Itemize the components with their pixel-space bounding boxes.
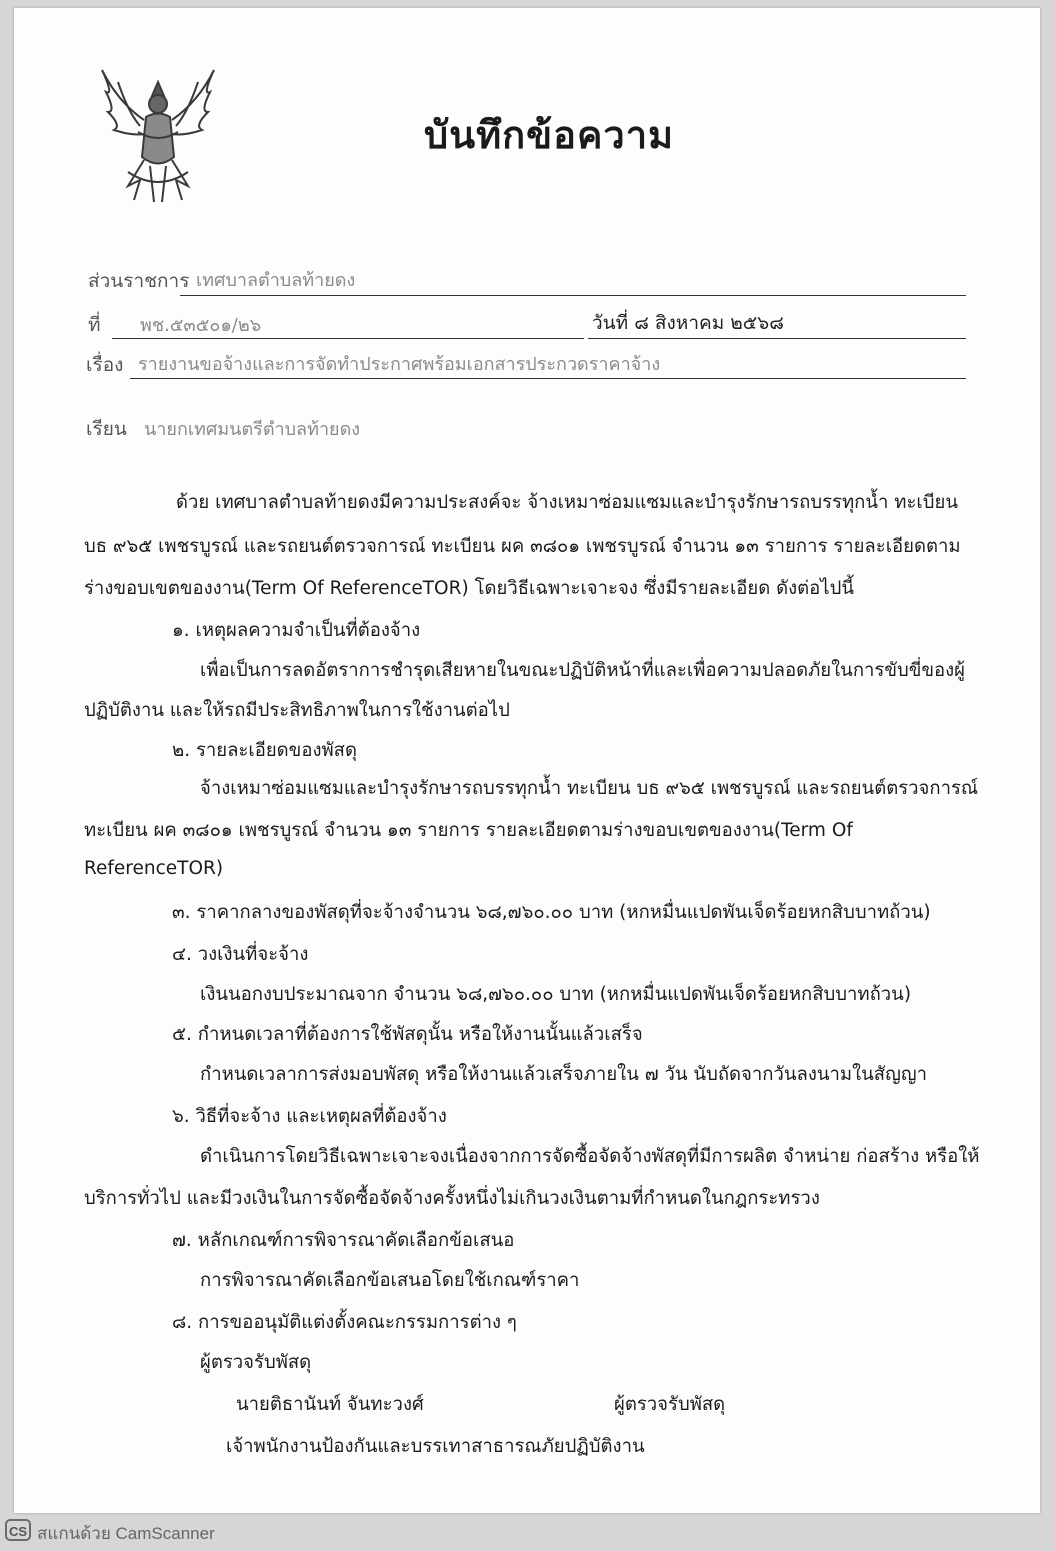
section-2-line-3: ReferenceTOR) [84, 858, 224, 879]
date-underline [588, 338, 966, 339]
section-7-heading: ๗. หลักเกณฑ์การพิจารณาคัดเลือกข้อเสนอ [172, 1230, 515, 1251]
section-4-heading: ๔. วงเงินที่จะจ้าง [172, 944, 309, 965]
department-label: ส่วนราชการ [88, 270, 190, 292]
camscanner-watermark: สแกนด้วย CamScanner [37, 1524, 215, 1543]
section-4-line: เงินนอกงบประมาณจาก จำนวน ๖๘,๗๖๐.๐๐ บาท (หกหมื่นแปดพันเจ็ดร้อยหกสิบบาทถ้วน) [200, 984, 912, 1005]
intro-line-3: ร่างขอบเขตของงาน(Term Of ReferenceTOR) โดยวิธีเฉพาะเจาะจง ซึ่งมีรายละเอียด ดังต่อไปนี้ [84, 578, 854, 599]
section-6-line-2: บริการทั่วไป และมีวงเงินในการจัดซื้อจัดจ้างครั้งหนึ่งไม่เกินวงเงินตามที่กำหนดในกฎกระทรวง [84, 1188, 820, 1209]
to-value: นายกเทศมนตรีตำบลท้ายดง [144, 419, 361, 440]
section-7-line: การพิจารณาคัดเลือกข้อเสนอโดยใช้เกณฑ์ราคา [200, 1270, 580, 1291]
inspector-position: เจ้าพนักงานป้องกันและบรรเทาสาธารณภัยปฏิบัติงาน [226, 1436, 645, 1457]
section-2-heading: ๒. รายละเอียดของพัสดุ [172, 740, 357, 761]
section-1-line-2: ปฏิบัติงาน และให้รถมีประสิทธิภาพในการใช้งานต่อไป [84, 700, 510, 721]
subject-value: รายงานขอจ้างและการจัดทำประกาศพร้อมเอกสารประกวดราคาจ้าง [138, 354, 661, 375]
section-8-subheading: ผู้ตรวจรับพัสดุ [200, 1352, 312, 1373]
garuda-emblem-icon [88, 62, 228, 210]
section-2-line-1: จ้างเหมาซ่อมแซมและบำรุงรักษารถบรรทุกน้ำ ทะเบียน บธ ๙๖๕ เพชรบูรณ์ และรถยนต์ตรวจการณ์ [200, 778, 979, 799]
section-5-heading: ๕. กำหนดเวลาที่ต้องการใช้พัสดุนั้น หรือให้งานนั้นแล้วเสร็จ [172, 1024, 643, 1045]
camscanner-logo-icon: CS [5, 1519, 31, 1541]
section-5-line: กำหนดเวลาการส่งมอบพัสดุ หรือให้งานแล้วเสร็จภายใน ๗ วัน นับถัดจากวันลงนามในสัญญา [200, 1064, 927, 1085]
section-2-line-2: ทะเบียน ผค ๓๘๐๑ เพชรบูรณ์ จำนวน ๑๓ รายการ รายละเอียดตามร่างขอบเขตของงาน(Term Of [84, 820, 853, 841]
date-text: วันที่ ๘ สิงหาคม ๒๕๖๘ [592, 312, 784, 334]
ref-label: ที่ [88, 314, 101, 336]
section-8-heading: ๘. การขออนุมัติแต่งตั้งคณะกรรมการต่าง ๆ [172, 1312, 517, 1333]
section-1-line-1: เพื่อเป็นการลดอัตราการชำรุดเสียหายในขณะปฏิบัติหน้าที่และเพื่อความปลอดภัยในการขับขี่ของผู้ [200, 660, 966, 681]
inspector-role: ผู้ตรวจรับพัสดุ [614, 1394, 726, 1415]
subject-underline [130, 378, 966, 379]
section-3-heading: ๓. ราคากลางของพัสดุที่จะจ้างจำนวน ๖๘,๗๖๐.๐๐ บาท (หกหมื่นแปดพันเจ็ดร้อยหกสิบบาทถ้วน) [172, 902, 931, 923]
department-underline [180, 295, 966, 296]
intro-line-2: บธ ๙๖๕ เพชรบูรณ์ และรถยนต์ตรวจการณ์ ทะเบียน ผค ๓๘๐๑ เพชรบูรณ์ จำนวน ๑๓ รายการ รายละเอียดตาม [84, 536, 961, 557]
section-1-heading: ๑. เหตุผลความจำเป็นที่ต้องจ้าง [172, 620, 421, 641]
document-title: บันทึกข้อความ [424, 113, 675, 157]
section-6-heading: ๖. วิธีที่จะจ้าง และเหตุผลที่ต้องจ้าง [172, 1106, 447, 1127]
inspector-name: นายติธานันท์ จันทะวงศ์ [236, 1394, 424, 1415]
section-6-line-1: ดำเนินการโดยวิธีเฉพาะเจาะจงเนื่องจากการจัดซื้อจัดจ้างพัสดุที่มีการผลิต จำหน่าย ก่อสร้าง หรือให้ [200, 1146, 980, 1167]
intro-line-1: ด้วย เทศบาลตำบลท้ายดงมีความประสงค์จะ จ้างเหมาซ่อมแซมและบำรุงรักษารถบรรทุกน้ำ ทะเบียน [176, 492, 958, 513]
department-value: เทศบาลตำบลท้ายดง [196, 270, 356, 291]
ref-number: พช.๕๓๕๐๑/๒๖ [140, 315, 262, 336]
ref-underline [112, 338, 584, 339]
to-label: เรียน [86, 418, 127, 440]
subject-label: เรื่อง [86, 354, 124, 376]
